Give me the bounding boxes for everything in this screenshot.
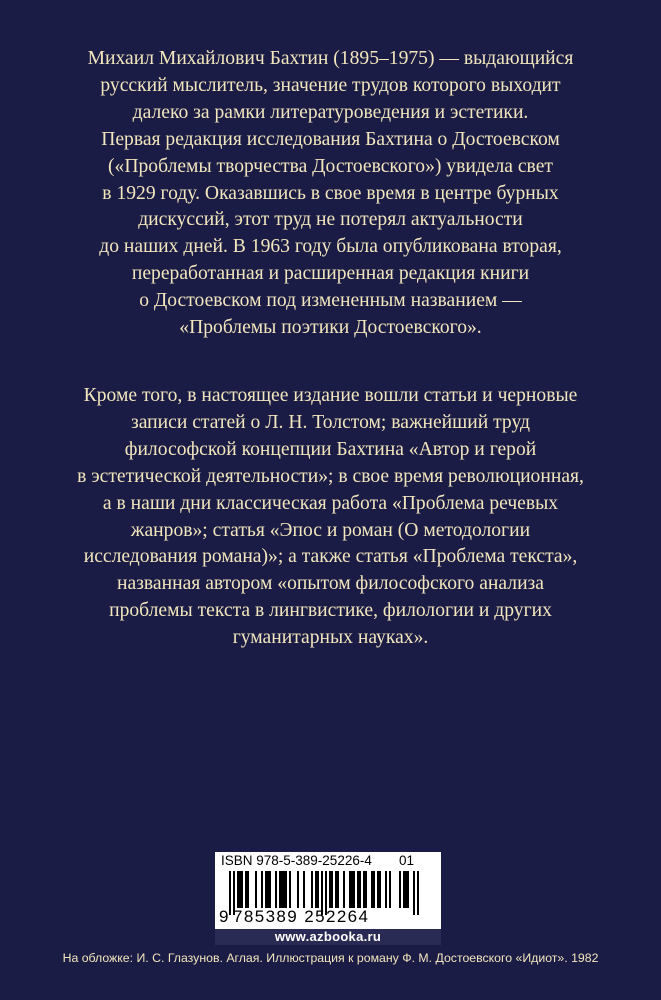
cover-credit: На обложке: И. С. Глазунов. Аглая. Иллюстрация к роману Ф. М. Достоевского «Идиот». 1982 — [62, 951, 599, 965]
barcode-bar — [377, 871, 381, 908]
barcode-bar — [335, 871, 339, 908]
barcode-bar — [279, 871, 287, 908]
description-paragraph-1 — [30, 46, 631, 342]
text-line: русский мыслитель, значение трудов которого выходит — [100, 74, 561, 96]
publisher-website[interactable]: www.azbooka.ru — [215, 929, 441, 945]
barcode-bar — [261, 871, 263, 908]
isbn-addon: 01 — [399, 853, 415, 868]
barcode-bar — [303, 871, 305, 908]
barcode-bar — [357, 871, 361, 908]
barcode-bar — [315, 871, 319, 908]
barcode-bar — [297, 871, 299, 908]
barcode-bar — [399, 871, 401, 908]
barcode-bar — [363, 871, 367, 908]
isbn-label: ISBN 978-5-389-25226-4 — [221, 853, 372, 868]
text-line: проблемы текста в лингвистике, филологии и других — [109, 600, 552, 622]
text-line: далеко за рамки литературоведения и эстетики. — [132, 101, 529, 123]
description-paragraph-2 — [30, 383, 631, 652]
barcode-digit-groups: 785389 252264 — [233, 907, 370, 926]
barcode-bar — [349, 871, 355, 908]
barcode-bar — [343, 871, 345, 908]
text-line: о Достоевском под измененным названием — — [139, 290, 522, 312]
barcode-bar — [275, 871, 277, 908]
barcode-block — [215, 852, 441, 945]
text-line: а в наши дни классическая работа «Проблема речевых — [102, 492, 559, 514]
text-line: до наших дней. В 1963 году была опубликована вторая, — [99, 236, 562, 258]
text-line: гуманитарных науках». — [232, 627, 429, 649]
text-line: философской концепции Бахтина «Автор и герой — [124, 438, 537, 460]
text-line: в эстетической деятельности»; в свое время революционная, — [77, 465, 584, 487]
barcode-bar — [245, 871, 249, 908]
barcode-bar — [389, 871, 391, 908]
text-line: жанров»; статья «Эпос и роман (О методологии — [130, 519, 531, 541]
text-line: Первая редакция исследования Бахтина о Достоевском — [101, 128, 560, 150]
barcode-bar — [311, 871, 313, 908]
text-line: записи статей о Л. Н. Толстом; важнейший труд — [131, 411, 530, 433]
barcode-bar — [417, 871, 419, 915]
barcode-bar — [413, 871, 415, 915]
barcode-bar — [385, 871, 387, 908]
barcode-first-digit: 9 — [219, 907, 230, 926]
text-line: Кроме того, в настоящее издание вошли статьи и черновые — [83, 385, 578, 406]
barcode-bar — [329, 871, 333, 908]
text-line: исследования романа)»; а также статья «Проблема текста», — [83, 546, 578, 568]
barcode-bar — [403, 871, 409, 908]
text-line: Михаил Михайлович Бахтин (1895–1975) — выдающийся — [87, 48, 574, 69]
text-line: дискуссий, этот труд не потерял актуальности — [138, 209, 523, 231]
barcode-bar — [237, 871, 243, 908]
barcode-bar — [255, 871, 257, 908]
barcode-bar — [371, 871, 375, 908]
text-line: переработанная и расширенная редакция книги — [131, 263, 530, 285]
text-line: «Проблемы поэтики Достоевского». — [179, 317, 482, 339]
text-line: в 1929 году. Оказавшись в свое время в центре бурных — [102, 182, 559, 204]
barcode-bar — [265, 871, 271, 908]
text-line: («Проблемы творчества Достоевского») увидела свет — [108, 155, 553, 177]
text-line: названная автором «опытом философского анализа — [117, 573, 544, 595]
barcode-bar — [289, 871, 291, 908]
